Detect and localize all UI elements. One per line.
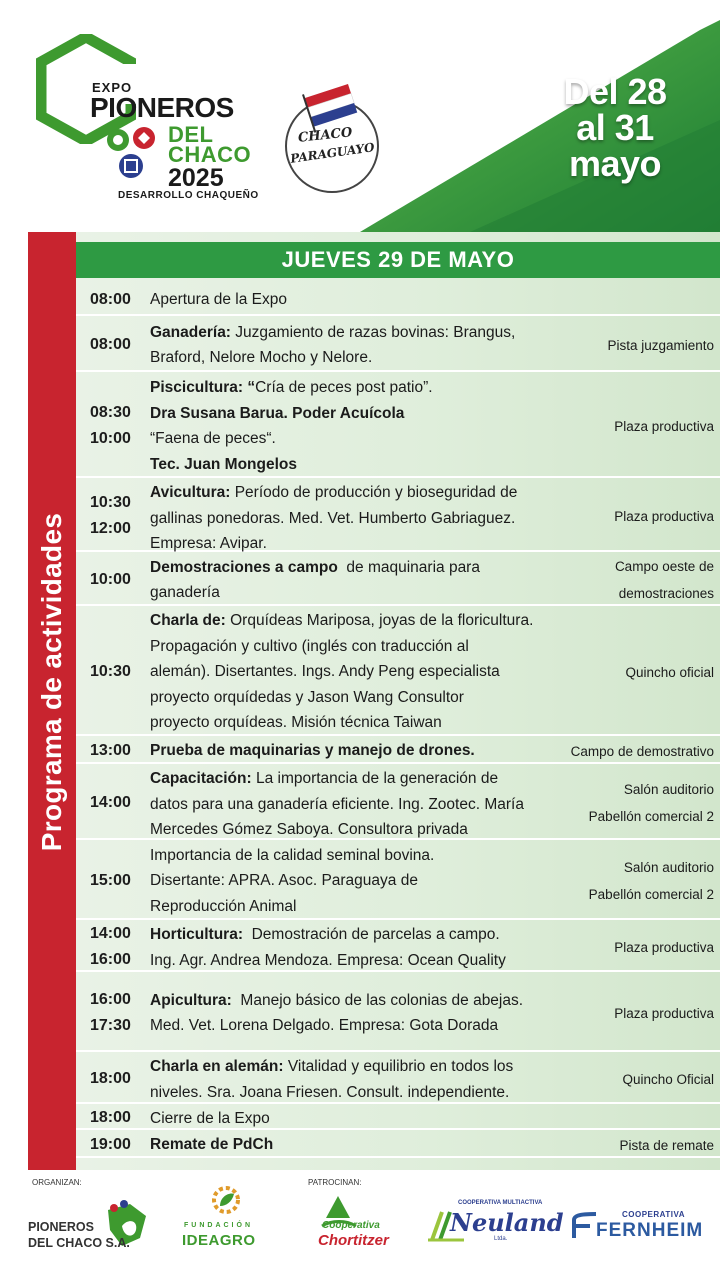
ideagro-line2: IDEAGRO [182,1232,256,1249]
description-text: de maquinaria para [337,558,480,576]
description-line [150,426,433,452]
schedule-row [76,842,720,920]
start-time: 14:00 [90,925,131,942]
description-text: Orquídeas Mariposa, joyas de la floricultura. [225,612,534,630]
location-line: Pista juzgamiento [607,337,714,353]
schedule-row [76,374,720,478]
start-time: 08:30 [90,404,131,421]
description-text: Cría de peces post patio”. [255,379,433,396]
description-line [150,531,517,557]
location-line: Campo de demostrativo [570,743,714,759]
description-text: Manejo básico de las colonias de abejas. [231,991,524,1009]
description-bold: Charla en alemán: [150,1058,284,1075]
description-text: ganadería [150,584,220,601]
location-cell [607,332,714,359]
activity-description [150,738,475,764]
sponsor-label: PATROCINAN: [308,1178,362,1187]
activity-description [150,608,533,736]
description-text: Demostración de parcelas a campo. [243,926,500,943]
time-cell [90,659,148,685]
pioneros-line2: DEL CHACO S.A. [28,1236,130,1250]
description-text: niveles. Sra. Joana Friesen. Consult. independiente. [150,1083,510,1101]
location-line: Quincho Oficial [622,1071,714,1087]
time-cell [90,1132,148,1158]
description-text: Reproducción Animal [150,897,297,915]
schedule-row [76,318,720,372]
description-text: Vitalidad y equilibrio en todos los [283,1058,514,1075]
description-text: Apertura de la Expo [150,291,288,309]
location-cell [589,776,714,830]
chortitzer-line1: Cooperativa [322,1220,380,1231]
activity-description [150,766,524,843]
schedule-row [76,554,720,606]
location-line: Salón auditorio [623,860,714,875]
description-line [150,452,433,478]
program-side-label: Programa de actividades [36,512,67,852]
location-line: Plaza productiva [614,508,714,524]
year-text: 2025 [168,164,224,192]
description-line [150,555,480,581]
ideagro-logo [178,1184,278,1254]
start-time: 14:00 [90,794,131,811]
time-cell [90,790,148,816]
description-text: datos para una ganadería eficiente. Ing. Zootec. María [150,795,524,813]
date-line-2: al 31 [576,107,654,148]
time-cell [90,921,148,973]
description-text: gallinas ponedoras. Med. Vet. Humberto Gabriaguez. [150,509,516,527]
program-section [28,232,720,1170]
time-cell [90,490,148,542]
time-cell [90,1066,148,1092]
description-bold: Tec. Juan Mongelos [150,455,297,473]
start-time: 18:00 [90,1070,131,1087]
activity-description [150,287,287,313]
description-text: Período de producción y bioseguridad de [230,484,518,501]
description-text: alemán). Disertantes. Ings. Andy Peng especialista [150,663,500,681]
location-cell [589,854,714,908]
end-time: 12:00 [90,520,131,537]
location-line: Pista de remate [619,1137,714,1153]
description-text: Ing. Agr. Andrea Mendoza. Empresa: Ocean Quality [150,951,506,969]
description-text: Mercedes Gómez Saboya. Consultora privada [150,821,468,838]
schedule-row [76,480,720,552]
header [0,0,720,232]
expo-logo [36,34,266,204]
description-text: “Faena de peces“. [150,430,276,447]
description-text: proyecto orquídeas. Misión técnica Taiwan [150,714,442,732]
description-bold: Remate de PdCh [150,1136,274,1154]
location-cell [615,553,714,607]
event-dates [520,71,710,184]
description-line [150,817,524,843]
tagline-text: DESARROLLO CHAQUEÑO [118,190,259,201]
gear-badges-icon [102,124,162,188]
time-cell [90,738,148,764]
description-line [150,287,287,313]
neuland-line1: COOPERATIVA MULTIACTIVA [458,1200,543,1206]
description-line [150,1106,270,1132]
description-line [150,843,434,869]
description-line [150,401,433,427]
schedule-row [76,922,720,972]
schedule-row [76,1054,720,1104]
end-time: 10:00 [90,430,131,447]
chortitzer-line2: Chortitzer [318,1232,389,1249]
description-line [150,580,480,606]
neuland-line3: Ltda. [494,1236,508,1242]
description-line [150,988,523,1014]
chaco-paraguayo-logo [278,76,386,194]
time-cell [90,400,148,452]
location-cell [614,934,714,961]
fernheim-line1: COOPERATIVA [622,1210,685,1219]
description-line [150,1054,513,1080]
schedule-row [76,974,720,1052]
description-bold: Piscicultura: “ [150,379,256,396]
description-text: Disertante: APRA. Asoc. Paraguaya de [150,872,418,890]
schedule-row [76,766,720,840]
neuland-logo [428,1200,564,1250]
schedule-row [76,738,720,764]
chaco-logo-line2: PARAGUAYO [289,140,376,166]
description-text: Juzgamiento de razas bovinas: Brangus, [230,323,516,341]
location-line: Pabellón comercial 2 [588,887,714,902]
expo-text: EXPO [92,80,133,95]
organize-label: ORGANIZAN: [32,1178,82,1187]
chortitzer-logo [306,1192,406,1262]
description-line [150,868,434,894]
description-line [150,894,434,920]
description-line [150,659,533,685]
location-cell [614,503,714,530]
description-bold: Ganadería: [150,323,231,341]
neuland-line2: Neuland [450,1208,564,1237]
ideagro-line1: FUNDACIÓN [184,1222,253,1229]
description-text: proyecto orquídedas y Jason Wang Consultor [150,688,464,706]
location-line: Plaza productiva [614,418,714,434]
description-line [150,1080,513,1106]
location-cell [571,738,714,765]
schedule-table [76,232,720,1170]
description-text: La importancia de la generación de [251,770,499,787]
location-cell [614,1000,714,1027]
location-cell [619,1132,714,1159]
activity-description [150,843,434,920]
time-cell [90,1105,148,1131]
description-text: Cierre de la Expo [150,1110,270,1127]
location-line: Campo oeste de [614,559,714,574]
activity-description [150,555,480,606]
description-text: Propagación y cultivo (inglés con traducción al [150,637,469,655]
time-cell [90,567,148,593]
f-mark-icon [570,1212,598,1240]
location-line: Plaza productiva [614,1005,714,1021]
description-bold: Prueba de maquinarias y manejo de drones. [150,742,475,760]
description-line [150,1132,273,1158]
chaco-logo-line1: CHACO [297,125,354,146]
activity-description [150,375,433,477]
description-line [150,320,515,346]
description-bold: Charla de: [150,612,226,630]
start-time: 15:00 [90,872,131,889]
schedule-row [76,1132,720,1158]
description-line [150,506,517,532]
description-line [150,922,506,948]
end-time: 17:30 [90,1017,131,1034]
description-line [150,1013,523,1039]
location-line: demostraciones [618,586,714,601]
description-text: Empresa: Avipar. [150,535,267,552]
start-time: 13:00 [90,742,131,759]
start-time: 08:00 [90,291,131,308]
activity-description [150,1054,513,1105]
location-cell [614,413,714,440]
time-cell [90,332,148,358]
del-text: DEL [168,122,214,147]
start-time: 18:00 [90,1109,131,1126]
date-line-3: mayo [568,143,662,184]
end-time: 16:00 [90,951,131,968]
activity-description [150,1106,270,1132]
description-bold: Demostraciones a campo [150,558,338,576]
start-time: 08:00 [90,336,131,353]
time-cell [90,868,148,894]
description-line [150,345,515,371]
schedule-row [76,284,720,316]
description-bold: Avicultura: [150,484,231,501]
description-line [150,738,475,764]
location-line: Salón auditorio [623,782,714,797]
date-line-1: Del 28 [563,71,667,112]
description-bold: Capacitación: [150,770,252,787]
time-cell [90,987,148,1039]
sponsors-footer [0,1170,720,1280]
description-bold: Dra Susana Barua. Poder Acuícola [150,404,405,422]
location-cell [622,1066,714,1093]
activity-description [150,480,517,557]
location-line: Pabellón comercial 2 [588,809,714,824]
description-line [150,685,533,711]
description-bold: Horticultura: [150,926,243,943]
description-line [150,634,533,660]
start-time: 10:30 [90,663,131,680]
time-cell [90,287,148,313]
description-line [150,710,533,736]
fernheim-line2: FERNHEIM [596,1220,704,1241]
description-line [150,948,506,974]
pioneros-text: PIONEROS [90,92,234,123]
activity-description [150,1132,273,1158]
start-time: 16:00 [90,991,131,1008]
gear-leaf-icon [206,1184,246,1216]
description-text: Med. Vet. Lorena Delgado. Empresa: Gota Dorada [150,1017,499,1034]
description-text: Importancia de la calidad seminal bovina. [150,846,435,864]
start-time: 19:00 [90,1136,131,1153]
activity-description [150,922,506,973]
location-line: Plaza productiva [614,939,714,955]
description-bold: Apicultura: [150,991,232,1009]
location-cell [625,659,714,686]
side-bar [28,232,76,1170]
description-line [150,608,533,634]
activity-description [150,988,523,1039]
pioneros-del-chaco-logo [28,1198,148,1258]
schedule-row [76,1106,720,1130]
location-line: Quincho oficial [625,664,714,680]
description-line [150,766,524,792]
description-text: Braford, Nelore Mocho y Nelore. [150,349,373,366]
fernheim-logo [570,1210,704,1250]
description-line [150,792,524,818]
description-line [150,480,517,506]
pioneros-line1: PIONEROS [28,1220,94,1234]
activity-description [150,320,515,371]
description-line [150,375,433,401]
schedule-row [76,608,720,736]
start-time: 10:00 [90,571,131,588]
chaco-text: CHACO [168,142,252,167]
day-title: JUEVES 29 DE MAYO [76,242,720,278]
start-time: 10:30 [90,494,131,511]
